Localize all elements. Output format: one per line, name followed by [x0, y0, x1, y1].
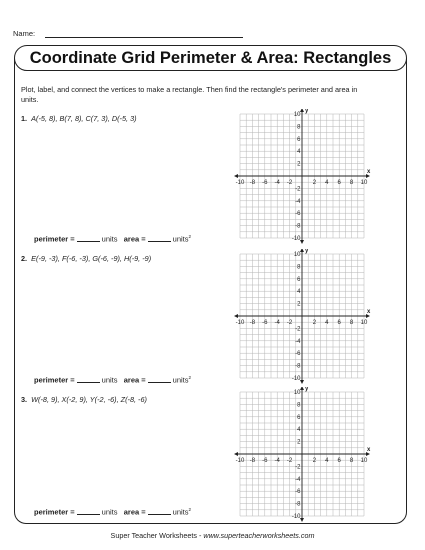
area-label: area =: [123, 234, 146, 244]
x-tick-label: -2: [286, 458, 293, 464]
x-tick-label: 6: [337, 320, 341, 326]
y-tick-label: 8: [297, 264, 301, 271]
x-tick-label: -6: [262, 180, 268, 186]
x-tick-label: 4: [325, 180, 329, 186]
name-line[interactable]: [45, 37, 243, 38]
x-arrow-left-icon: [234, 452, 238, 456]
x-tick-label: -4: [274, 320, 280, 326]
x-arrow-left-icon: [234, 174, 238, 178]
x-tick-label: -2: [286, 180, 293, 186]
y-tick-label: -2: [295, 186, 301, 193]
y-tick-label: -6: [295, 211, 301, 218]
y-arrow-down-icon: [300, 518, 304, 522]
footer: [0, 531, 425, 540]
coordinate-grid-1[interactable]: [232, 109, 380, 247]
footer-brand: Super Teacher Worksheets: [110, 531, 197, 540]
units-label: units: [101, 507, 118, 517]
y-tick-label: -10: [291, 236, 301, 242]
x-tick-label: 2: [312, 458, 317, 464]
area-blank[interactable]: [148, 514, 171, 515]
y-arrow-down-icon: [300, 380, 304, 384]
x-tick-label: 8: [349, 320, 354, 326]
y-axis-label: y: [305, 387, 309, 392]
y-tick-label: 6: [297, 136, 301, 143]
problem-number: 2.: [21, 254, 28, 263]
y-tick-label: -2: [295, 326, 301, 333]
squared: 2: [188, 507, 192, 512]
perimeter-blank[interactable]: [77, 382, 100, 383]
y-arrow-up-icon: [300, 109, 304, 112]
y-tick-label: 2: [297, 439, 301, 446]
problem-3: [21, 395, 147, 404]
x-tick-label: -2: [286, 320, 293, 326]
x-tick-label: -6: [262, 458, 268, 464]
units-sq-label: units: [172, 234, 189, 244]
y-tick-label: 10: [293, 390, 301, 396]
x-tick-label: -10: [235, 180, 245, 186]
perimeter-label: perimeter =: [34, 234, 75, 244]
y-axis-label: y: [305, 109, 309, 114]
problem-coords: E(-9, -3), F(-6, -3), G(-6, -9), H(-9, -9): [31, 254, 152, 263]
y-tick-label: -4: [295, 476, 301, 483]
y-tick-label: -10: [291, 514, 301, 520]
x-tick-label: 6: [337, 458, 341, 464]
units-label: units: [101, 375, 118, 385]
y-tick-label: -10: [291, 376, 301, 382]
y-tick-label: -2: [295, 464, 301, 471]
x-tick-label: 4: [325, 320, 329, 326]
problem-1: [21, 114, 137, 123]
x-tick-label: 4: [325, 458, 329, 464]
x-tick-label: -8: [249, 458, 256, 464]
y-tick-label: 10: [293, 252, 301, 258]
x-tick-label: 10: [360, 458, 368, 464]
page-title: Coordinate Grid Perimeter & Area: Rectangles: [29, 49, 392, 67]
y-tick-label: -6: [295, 351, 301, 358]
y-arrow-down-icon: [300, 240, 304, 244]
y-tick-label: 8: [297, 124, 301, 131]
y-arrow-up-icon: [300, 387, 304, 390]
perimeter-label: perimeter =: [34, 507, 75, 517]
y-arrow-up-icon: [300, 249, 304, 252]
units-sq-label: units: [172, 507, 189, 517]
y-tick-label: 10: [293, 112, 301, 118]
y-tick-label: 8: [297, 402, 301, 409]
x-tick-label: 10: [360, 320, 368, 326]
squared: 2: [188, 375, 192, 380]
x-tick-label: 10: [360, 180, 368, 186]
problem-number: 1.: [21, 114, 28, 123]
x-tick-label: -8: [249, 180, 256, 186]
footer-separator: -: [198, 531, 202, 540]
answer-line-3: [34, 507, 191, 517]
y-tick-label: 2: [297, 301, 301, 308]
x-tick-label: 8: [349, 458, 354, 464]
y-tick-label: 4: [297, 427, 301, 434]
y-axis-label: y: [305, 249, 309, 254]
x-tick-label: 2: [312, 320, 317, 326]
x-tick-label: -4: [274, 180, 280, 186]
problem-coords: W(-8, 9), X(-2, 9), Y(-2, -6), Z(-8, -6): [31, 395, 147, 404]
instructions: Plot, label, and connect the vertices to make a rectangle. Then find the rectangle's perimeter and area in units.: [21, 85, 358, 104]
squared: 2: [188, 234, 192, 239]
answer-line-2: [34, 375, 191, 385]
answer-line-1: [34, 234, 191, 244]
x-tick-label: -6: [262, 320, 268, 326]
y-tick-label: 4: [297, 289, 301, 296]
perimeter-label: perimeter =: [34, 375, 75, 385]
y-tick-label: -4: [295, 338, 301, 345]
problem-number: 3.: [21, 395, 28, 404]
coordinate-grid-3[interactable]: [232, 387, 380, 525]
problem-coords: A(-5, 8), B(7, 8), C(7, 3), D(-5, 3): [31, 114, 137, 123]
title-banner: [14, 45, 407, 71]
y-tick-label: -4: [295, 198, 301, 205]
y-tick-label: -8: [295, 223, 301, 230]
area-blank[interactable]: [148, 382, 171, 383]
coordinate-grid-2[interactable]: [232, 249, 380, 385]
name-label: Name:: [13, 29, 36, 38]
y-tick-label: -6: [295, 489, 301, 496]
x-arrow-left-icon: [234, 314, 238, 318]
name-row: [13, 29, 35, 38]
units-sq-label: units: [172, 375, 189, 385]
footer-url[interactable]: www.superteacherworksheets.com: [203, 531, 315, 540]
units-label: units: [101, 234, 118, 244]
y-tick-label: -8: [295, 501, 301, 508]
x-axis-label: x: [367, 309, 371, 315]
area-blank[interactable]: [148, 241, 171, 242]
y-tick-label: 2: [297, 161, 301, 168]
perimeter-blank[interactable]: [77, 241, 100, 242]
x-axis-label: x: [367, 169, 371, 175]
y-tick-label: 4: [297, 149, 301, 156]
y-tick-label: 6: [297, 276, 301, 283]
y-tick-label: 6: [297, 414, 301, 421]
x-tick-label: -10: [235, 458, 245, 464]
x-tick-label: -4: [274, 458, 280, 464]
x-tick-label: 2: [312, 180, 317, 186]
area-label: area =: [123, 507, 146, 517]
y-tick-label: -8: [295, 363, 301, 370]
x-tick-label: 6: [337, 180, 341, 186]
perimeter-blank[interactable]: [77, 514, 100, 515]
x-axis-label: x: [367, 447, 371, 453]
problem-2: [21, 254, 151, 263]
area-label: area =: [123, 375, 146, 385]
x-tick-label: 8: [349, 180, 354, 186]
x-tick-label: -10: [235, 320, 245, 326]
x-tick-label: -8: [249, 320, 256, 326]
